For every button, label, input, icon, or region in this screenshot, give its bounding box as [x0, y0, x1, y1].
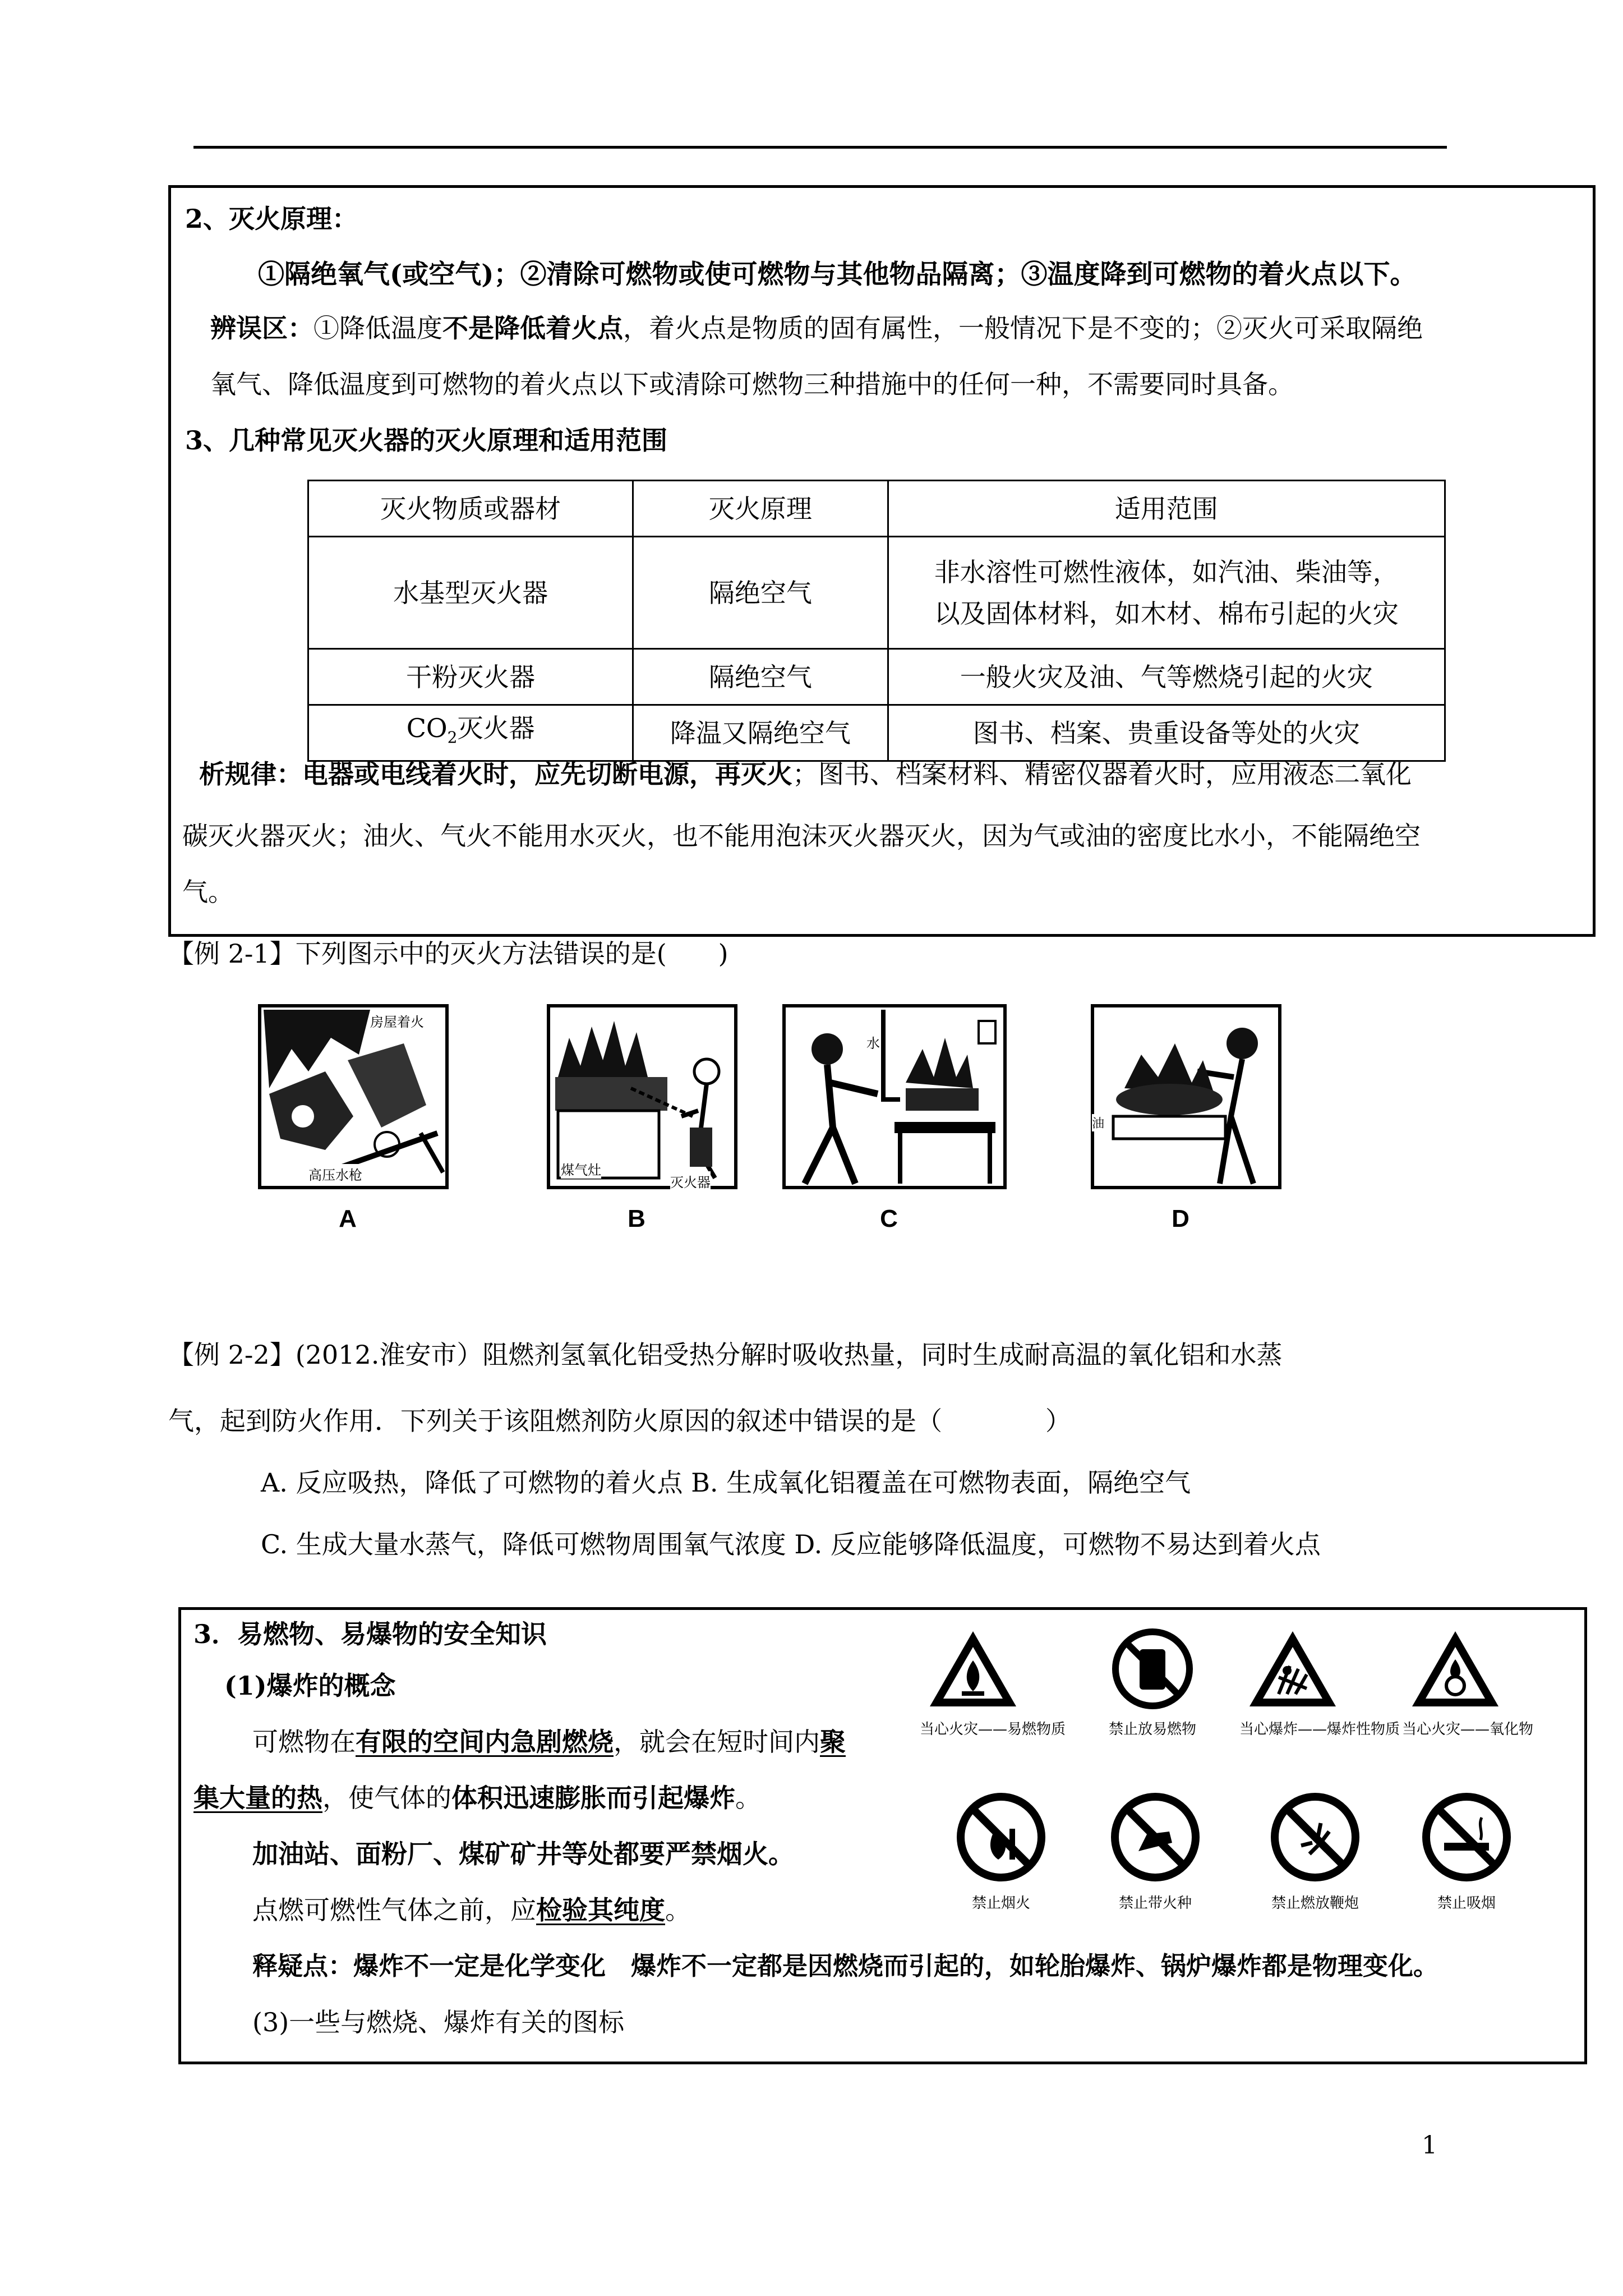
table-header: 适用范围	[888, 481, 1445, 537]
misconception-line-1: 辨误区：①降低温度不是降低着火点，着火点是物质的固有属性，一般情况下是不变的；②灭火可采取隔绝	[210, 313, 1423, 343]
no-fireworks-icon	[1267, 1789, 1363, 1885]
table-cell: 图书、档案、贵重设备等处的火灾	[888, 705, 1445, 761]
figure-d	[1091, 1004, 1293, 1251]
clarification-note: 释疑点：爆炸不一定是化学变化 爆炸不一定都是因燃烧而引起的，如轮胎爆炸、锅炉爆炸都是物理变化。	[252, 1951, 1439, 1981]
example-2-2-line-2: 气，起到防火作用．下列关于该阻燃剂防火原因的叙述中错误的是（ ）	[168, 1406, 1071, 1436]
table-cell: 隔绝空气	[633, 537, 888, 649]
sign-oxidizer	[1402, 1627, 1534, 1738]
water-pan-fire-illustration	[782, 1004, 1007, 1189]
misconception-line-2: 氧气、降低温度到可燃物的着火点以下或清除可燃物三种措施中的任何一种，不需要同时具备。	[210, 369, 1294, 399]
section3-title: 3、几种常见灭火器的灭火原理和适用范围	[185, 425, 668, 455]
figure-a-tag: 高压水枪	[308, 1164, 362, 1184]
sign-caption: 禁止带火种	[1118, 1895, 1192, 1912]
page-number: 1	[1422, 2131, 1437, 2160]
table-cell: 干粉灭火器	[308, 649, 633, 705]
rule-label: 析规律：	[199, 759, 302, 789]
sign-caption: 当心火灾——氧化物	[1402, 1721, 1534, 1738]
example-2-2-option-ab: A. 反应吸热，降低了可燃物的着火点 B. 生成氧化铝覆盖在可燃物表面，隔绝空气	[261, 1467, 1191, 1498]
table-header: 灭火物质或器材	[308, 481, 633, 537]
sign-caption: 当心爆炸——爆炸性物质	[1239, 1721, 1400, 1738]
table-cell: 隔绝空气	[633, 649, 888, 705]
sign-caption: 当心火灾——易燃物质	[920, 1721, 1066, 1738]
rule-line-3: 气。	[182, 877, 234, 907]
figure-b-tag: 煤气灶	[561, 1159, 601, 1179]
explosive-section-title: 3．易燃物、易爆物的安全知识	[193, 1619, 547, 1649]
sign-no-flammables	[1099, 1627, 1206, 1738]
house-fire-illustration	[258, 1004, 449, 1189]
figure-b	[547, 1004, 749, 1251]
flammable-warning-icon	[925, 1627, 1021, 1711]
table-cell: 一般火灾及油、气等燃烧引起的火灾	[888, 649, 1445, 705]
no-flammables-icon	[1105, 1627, 1200, 1711]
table-cell: 降温又隔绝空气	[633, 705, 888, 761]
table-cell: $CO_2$灭火器	[308, 705, 633, 761]
icons-heading: (3)一些与燃烧、爆炸有关的图标	[252, 2007, 625, 2037]
table-header: 灭火原理	[633, 481, 888, 537]
figure-c-label: C	[880, 1205, 898, 1232]
no-fire-rule: 加油站、面粉厂、煤矿矿井等处都要严禁烟火。	[252, 1839, 794, 1869]
explosion-definition-line-1: 可燃物在有限的空间内急剧燃烧，就会在短时间内聚	[252, 1727, 846, 1757]
sign-caption: 禁止放易燃物	[1108, 1721, 1196, 1738]
sign-caption: 禁止燃放鞭炮	[1271, 1895, 1359, 1912]
sign-caption: 禁止烟火	[971, 1895, 1030, 1912]
rule-line-2: 碳灭火器灭火；油火、气火不能用水灭火，也不能用泡沫灭火器灭火，因为气或油的密度比水小，不能隔绝空	[182, 821, 1421, 851]
figure-d-tag: 油	[1092, 1114, 1104, 1131]
figure-c	[782, 1004, 1018, 1251]
example-2-2-line-1: 【例 2-2】(2012.淮安市）阻燃剂氢氧化铝受热分解时吸收热量，同时生成耐高温的氧化铝和水蒸	[168, 1340, 1283, 1370]
no-smoking-icon	[1419, 1789, 1514, 1885]
figure-c-tag: 水	[866, 1032, 880, 1052]
header-rule	[193, 146, 1447, 149]
explosion-concept-heading: (1)爆炸的概念	[224, 1671, 396, 1701]
figure-a-tag: 房屋着火	[370, 1011, 424, 1030]
explosive-warning-icon	[1245, 1627, 1340, 1711]
extinguisher-table	[307, 480, 1446, 762]
no-open-flame-icon	[953, 1789, 1049, 1885]
sign-no-smoking	[1413, 1789, 1520, 1912]
figure-b-label: B	[628, 1205, 645, 1232]
sign-explosive	[1239, 1627, 1400, 1738]
example-2-1-question: 【例 2-1】下列图示中的灭火方法错误的是( )	[168, 938, 728, 969]
oil-pan-cover-illustration	[1091, 1004, 1281, 1189]
figure-d-label: D	[1172, 1205, 1189, 1232]
sign-no-fire-source	[1102, 1789, 1209, 1912]
sign-flammable	[920, 1627, 1066, 1738]
sign-caption: 禁止吸烟	[1437, 1895, 1496, 1912]
section2-principles: ①隔绝氧气(或空气)；②清除可燃物或使可燃物与其他物品隔离；③温度降到可燃物的着火点以下。	[258, 259, 1417, 290]
oxidizer-warning-icon	[1408, 1627, 1503, 1711]
gas-purity-rule: 点燃可燃性气体之前，应检验其纯度。	[252, 1895, 691, 1925]
no-fire-source-icon	[1108, 1789, 1203, 1885]
sign-no-open-flame	[948, 1789, 1054, 1912]
sign-no-fireworks	[1262, 1789, 1368, 1912]
misconception-label: 辨误区：	[210, 313, 313, 343]
table-cell: 水基型灭火器	[308, 537, 633, 649]
figure-b-tag: 灭火器	[670, 1171, 711, 1191]
figure-a-label: A	[339, 1205, 357, 1232]
section2-title: 2、灭火原理：	[185, 204, 358, 234]
table-cell: 非水溶性可燃性液体，如汽油、柴油等， 以及固体材料，如木材、棉布引起的火灾	[888, 537, 1445, 649]
figure-a	[258, 1004, 460, 1251]
example-2-2-option-cd: C. 生成大量水蒸气，降低可燃物周围氧气浓度 D. 反应能够降低温度，可燃物不易达到着火点	[261, 1529, 1321, 1559]
rule-line-1: 析规律：电器或电线着火时，应先切断电源，再灭火；图书、档案材料、精密仪器着火时，应用液态二氧化	[199, 759, 1412, 789]
explosion-definition-line-2: 集大量的热，使气体的体积迅速膨胀而引起爆炸。	[193, 1783, 761, 1813]
